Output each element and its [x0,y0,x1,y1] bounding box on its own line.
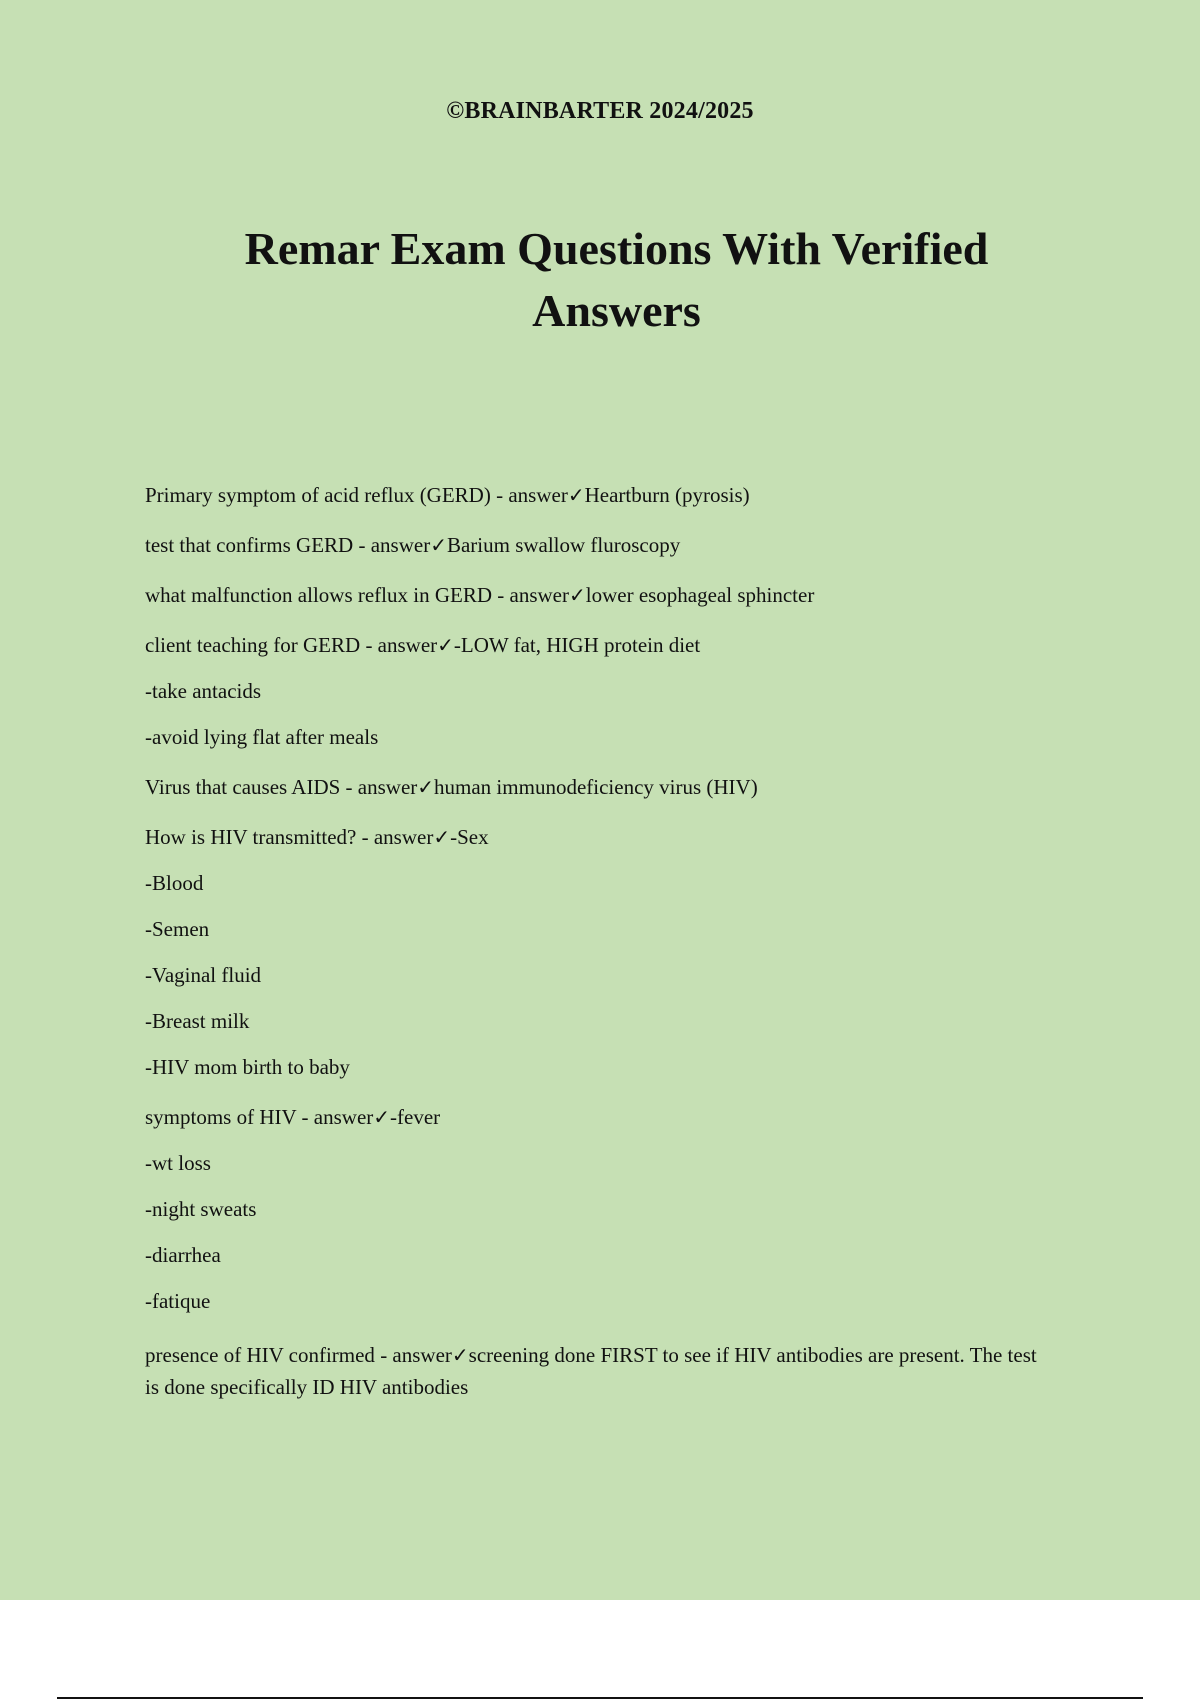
answer-marker: - answer✓ [374,1343,469,1367]
answer-text: Heartburn (pyrosis) [584,483,750,507]
question-text: presence of HIV confirmed [145,1343,375,1367]
checkmark-icon: ✓ [568,583,586,607]
answer-text: -Sex [450,825,489,849]
checkmark-icon: ✓ [430,533,447,557]
footer-divider [57,1697,1143,1699]
answer-continuation: -Semen [145,917,210,941]
question-text: what malfunction allows reflux in GERD [145,583,493,607]
answer-marker: - answer✓ [356,825,451,849]
checkmark-icon: ✓ [567,483,585,507]
question-text: client teaching for GERD [145,633,361,657]
qa-item [145,825,1045,849]
qa-item [145,1105,1045,1129]
answer-continuation: -wt loss [145,1151,211,1175]
qa-item [145,583,1045,607]
answer-continuation: -diarrhea [145,1243,221,1267]
document-title: Remar Exam Questions With Verified Answers [244,223,989,336]
answer-continuation: -take antacids [145,679,262,703]
question-text: symptoms of HIV [145,1105,297,1129]
answer-marker: - answer✓ [340,775,435,799]
answer-marker: - answer✓ [353,533,447,557]
qa-item [145,633,1045,657]
checkmark-icon: ✓ [433,825,451,849]
checkmark-icon: ✓ [417,775,435,799]
answer-text: lower esophageal sphincter [585,583,815,607]
answer-text: -fever [390,1105,441,1129]
answer-continuation: -Blood [145,871,204,895]
answer-continuation: -avoid lying flat after meals [145,725,379,749]
answer-text: Barium swallow fluroscopy [446,533,681,557]
answer-marker: - answer✓ [492,583,586,607]
qa-item [145,533,1045,557]
qa-item [145,1339,1045,1403]
copyright-header: ©BRAINBARTER 2024/2025 [446,98,754,124]
checkmark-icon: ✓ [451,1343,469,1367]
answer-marker: - answer✓ [490,483,585,507]
question-text: test that confirms GERD [145,533,354,557]
answer-continuation: -Breast milk [145,1009,250,1033]
answer-text: -LOW fat, HIGH protein diet [453,633,701,657]
answer-marker: - answer✓ [296,1105,391,1129]
answer-marker: - answer✓ [360,633,454,657]
answer-continuation: -HIV mom birth to baby [145,1055,350,1079]
qa-list [145,483,1045,1403]
qa-item [145,483,1045,507]
question-text: Virus that causes AIDS [145,775,341,799]
answer-continuation: -fatique [145,1289,211,1313]
checkmark-icon: ✓ [373,1105,391,1129]
question-text: Primary symptom of acid reflux (GERD) [145,483,491,507]
answer-continuation: -Vaginal fluid [145,963,262,987]
question-text: How is HIV transmitted? [145,825,357,849]
checkmark-icon: ✓ [437,633,454,657]
answer-text: screening done FIRST to see if HIV antibodies are present. The test is done specifically ID HIV antibodies [145,1343,1037,1399]
answer-text: human immunodeficiency virus (HIV) [434,775,758,799]
answer-continuation: -night sweats [145,1197,257,1221]
qa-item [145,775,1045,799]
